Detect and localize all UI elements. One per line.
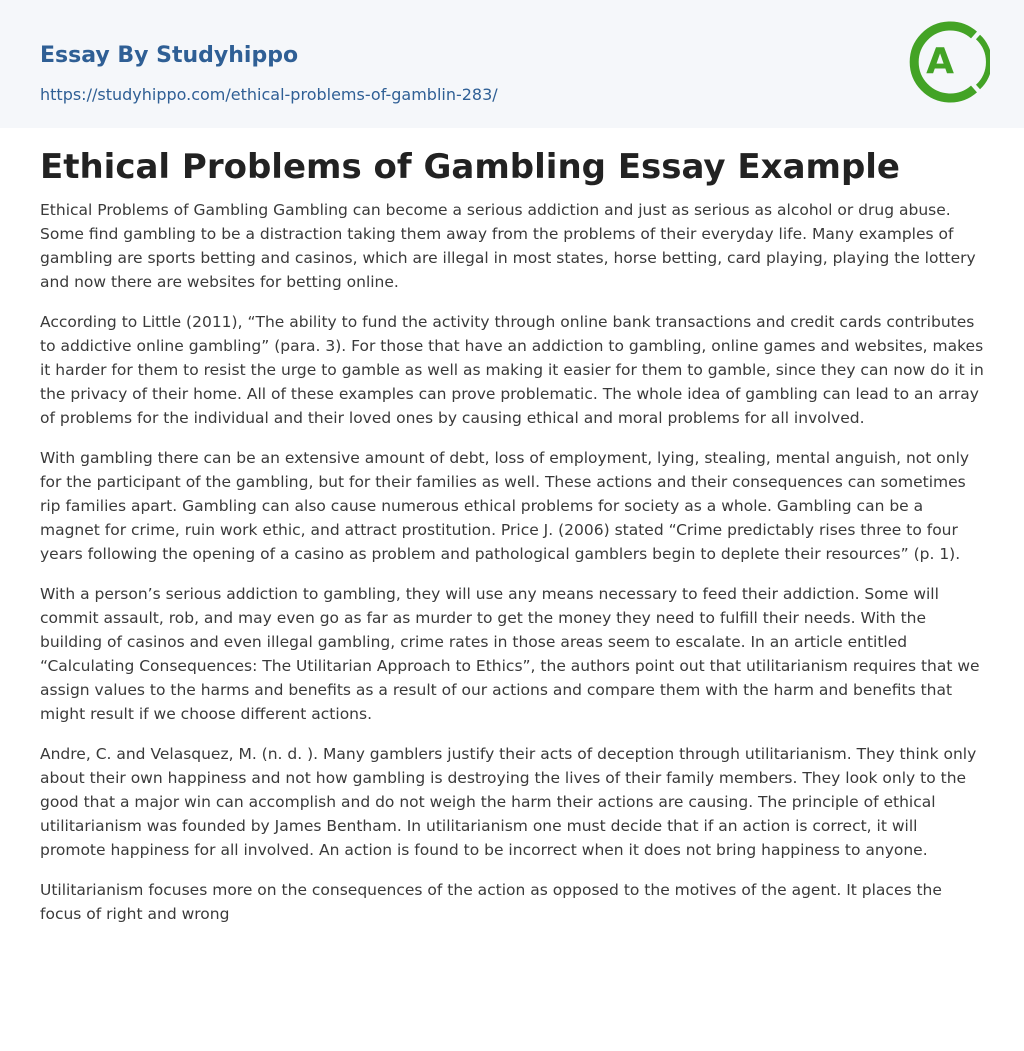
paragraph-2: According to Little (2011), “The ability to fund the activity through online bank transactions and credit cards contributes to addictive online gambling” (para. 3). For those that have an addiction to gambling, online games and websites, makes it harder for them to resist the urge to gamble as well as making it easier for them to gamble, since they can now do it in the privacy of their home. All of these examples can prove problematic. The whole idea of gambling can lead to an array of problems for the individual and their loved ones by causing ethical and moral problems for all involved. xyxy=(40,313,984,427)
page-title: Ethical Problems of Gambling Essay Example xyxy=(40,147,900,187)
site-header xyxy=(0,0,1024,128)
paragraph-6: Utilitarianism focuses more on the consequences of the action as opposed to the motives of the agent. It places the focus of right and wrong xyxy=(40,881,942,923)
paragraph-4: With a person’s serious addiction to gambling, they will use any means necessary to feed their addiction. Some will commit assault, rob, and may even go as far as murder to get the money they need to fulfill their needs. With the building of casinos and even illegal gambling, crime rates in those areas seem to escalate. In an article entitled “Calculating Consequences: The Utilitarian Approach to Ethics”, the authors point out that utilitarianism requires that we assign values to the harms and benefits as a result of our actions and compare them with the harm and benefits that might result if we choose different actions. xyxy=(40,585,980,723)
essay-url-link[interactable]: https://studyhippo.com/ethical-problems-of-gamblin-283/ xyxy=(40,85,498,104)
studyhippo-logo-icon[interactable] xyxy=(908,16,990,108)
paragraph-3: With gambling there can be an extensive amount of debt, loss of employment, lying, stealing, mental anguish, not only for the participant of the gambling, but for their families as well. These actions and their consequences can sometimes rip families apart. Gambling can also cause numerous ethical problems for society as a whole. Gambling can be a magnet for crime, ruin work ethic, and attract prostitution. Price J. (2006) stated “Crime predictably rises three to four years following the opening of a casino as problem and pathological gamblers begin to deplete their resources” (p. 1). xyxy=(40,449,970,563)
site-title[interactable]: Essay By Studyhippo xyxy=(40,43,299,68)
paragraph-5: Andre, C. and Velasquez, M. (n. d. ). Many gamblers justify their acts of deception through utilitarianism. They think only about their own happiness and not how gambling is destroying the lives of their family members. They look only to the good that a major win can accomplish and do not weigh the harm their actions are causing. The principle of ethical utilitarianism was founded by James Bentham. In utilitarianism one must decide that if an action is correct, it will promote happiness for all involved. An action is found to be incorrect when it does not bring happiness to anyone. xyxy=(40,745,977,859)
article-body xyxy=(40,142,986,942)
logo-letter: A xyxy=(926,41,954,82)
paragraph-1: Ethical Problems of Gambling Gambling can become a serious addiction and just as serious as alcohol or drug abuse. Some find gambling to be a distraction taking them away from the problems of their everyday life. Many examples of gambling are sports betting and casinos, which are illegal in most states, horse betting, card playing, playing the lottery and now there are websites for betting online. xyxy=(40,201,976,291)
